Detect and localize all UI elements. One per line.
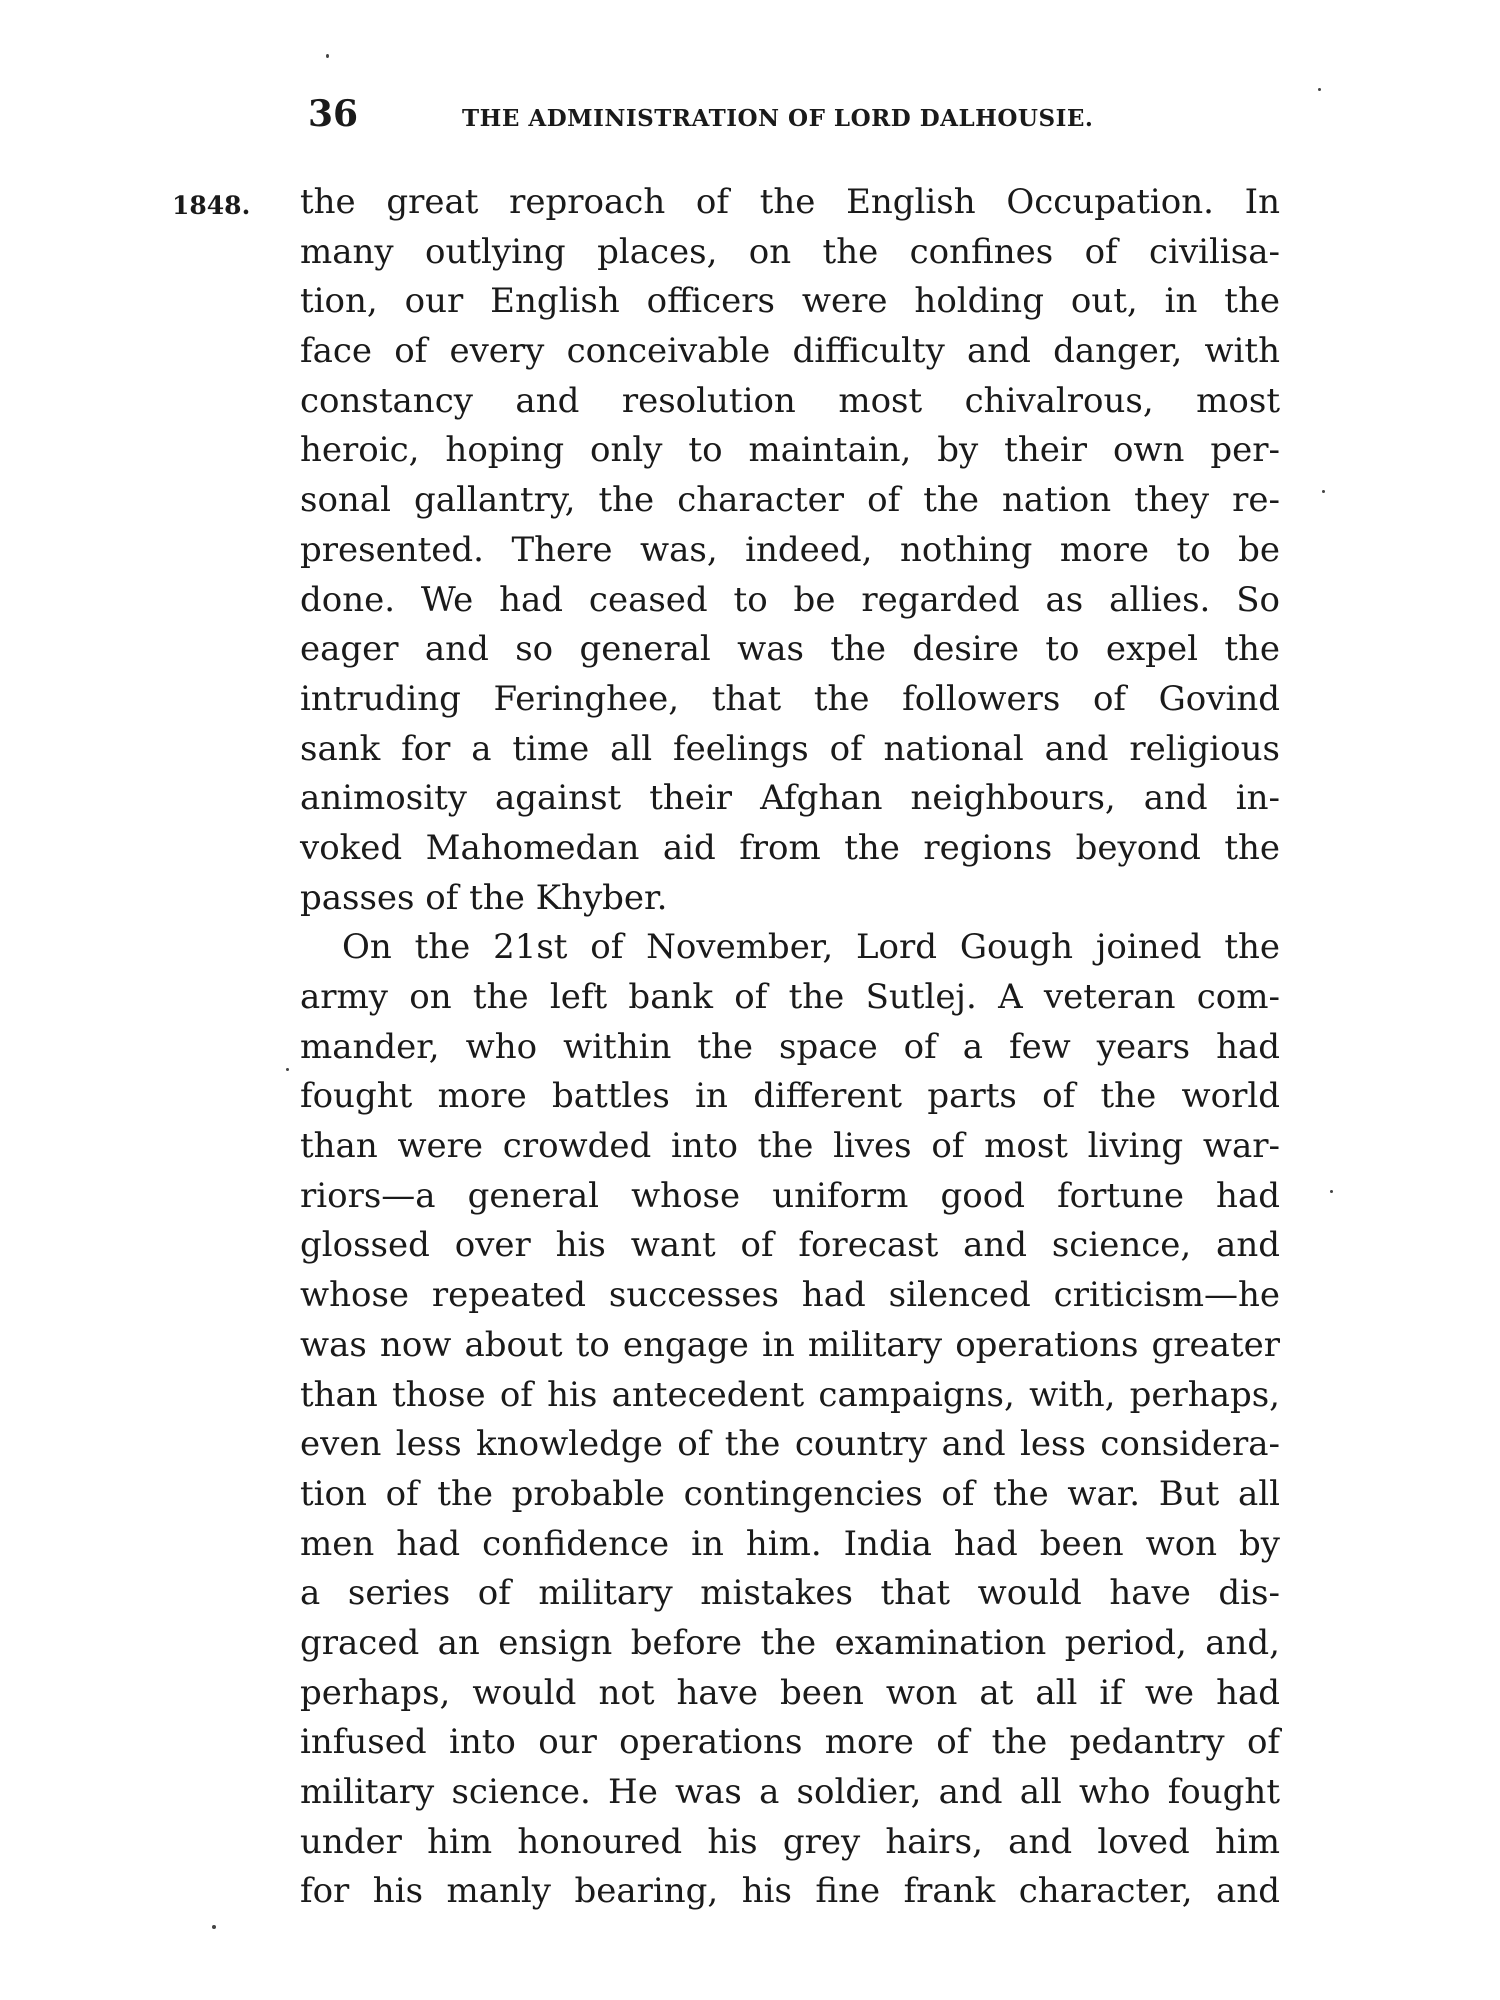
text-line: for his manly bearing, his fine frank character, and [300, 1871, 1280, 1912]
text-line: many outlying places, on the confines of civilisa- [300, 231, 1280, 272]
text-line: heroic, hoping only to maintain, by their own per- [300, 430, 1280, 471]
scan-speck [212, 1925, 216, 1929]
text-line: sonal gallantry, the character of the nation they re- [300, 480, 1280, 521]
scan-speck [286, 1068, 289, 1071]
text-line: mander, who within the space of a few years had [300, 1026, 1280, 1067]
text-line: than were crowded into the lives of most living war- [300, 1126, 1280, 1167]
text-line: tion of the probable contingencies of the war. But all [300, 1473, 1280, 1514]
paragraph-1 [300, 178, 1280, 923]
text-line: whose repeated successes had silenced criticism—he [300, 1275, 1280, 1316]
scan-speck [1330, 1190, 1333, 1193]
text-line: perhaps, would not have been won at all if we had [300, 1672, 1280, 1713]
text-line: done. We had ceased to be regarded as allies. So [300, 579, 1280, 620]
scan-speck [326, 54, 329, 58]
text-line: was now about to engage in military operations greater [300, 1324, 1280, 1365]
text-line: presented. There was, indeed, nothing more to be [300, 529, 1280, 570]
text-line: army on the left bank of the Sutlej. A veteran com- [300, 977, 1280, 1017]
text-line: glossed over his want of forecast and science, and [300, 1225, 1280, 1266]
text-line: face of every conceivable difficulty and danger, with [300, 331, 1280, 372]
text-line: intruding Feringhee, that the followers of Govind [300, 678, 1280, 719]
text-line: even less knowledge of the country and less considera- [300, 1424, 1280, 1465]
text-line: animosity against their Afghan neighbours, and in- [300, 778, 1280, 819]
text-line: constancy and resolution most chivalrous, most [300, 380, 1280, 421]
text-line: under him honoured his grey hairs, and loved him [300, 1821, 1280, 1862]
text-line: military science. He was a soldier, and all who fought [300, 1772, 1280, 1812]
text-line: men had confidence in him. India had been won by [300, 1523, 1280, 1564]
text-line: infused into our operations more of the pedantry of [300, 1722, 1280, 1763]
text-line: eager and so general was the desire to expel the [300, 629, 1280, 670]
text-line: voked Mahomedan aid from the regions beyond the [300, 827, 1280, 868]
text-line: sank for a time all feelings of national and religious [300, 728, 1280, 769]
text-line: graced an ensign before the examination period, and, [300, 1622, 1280, 1663]
text-line: than those of his antecedent campaigns, with, perhaps, [300, 1374, 1280, 1415]
text-line: riors—a general whose uniform good fortune had [300, 1175, 1280, 1216]
margin-year-note: 1848. [172, 191, 251, 220]
text-line: the great reproach of the English Occupation. In [300, 182, 1280, 222]
scan-speck [1322, 490, 1325, 493]
text-line: tion, our English officers were holding out, in the [300, 281, 1280, 322]
text-line: fought more battles in different parts of the world [300, 1076, 1280, 1117]
text-line: a series of military mistakes that would have dis- [300, 1573, 1280, 1614]
running-title: THE ADMINISTRATION OF LORD DALHOUSIE. [462, 105, 1094, 132]
text-line: passes of the Khyber. [300, 877, 668, 918]
text-line: On the 21st of November, Lord Gough joined the [342, 927, 1280, 968]
paragraph-2 [300, 923, 1280, 1917]
page-number: 36 [308, 93, 359, 135]
scan-speck [1318, 88, 1321, 91]
body-text [300, 178, 1280, 1917]
page-header [300, 92, 1300, 142]
